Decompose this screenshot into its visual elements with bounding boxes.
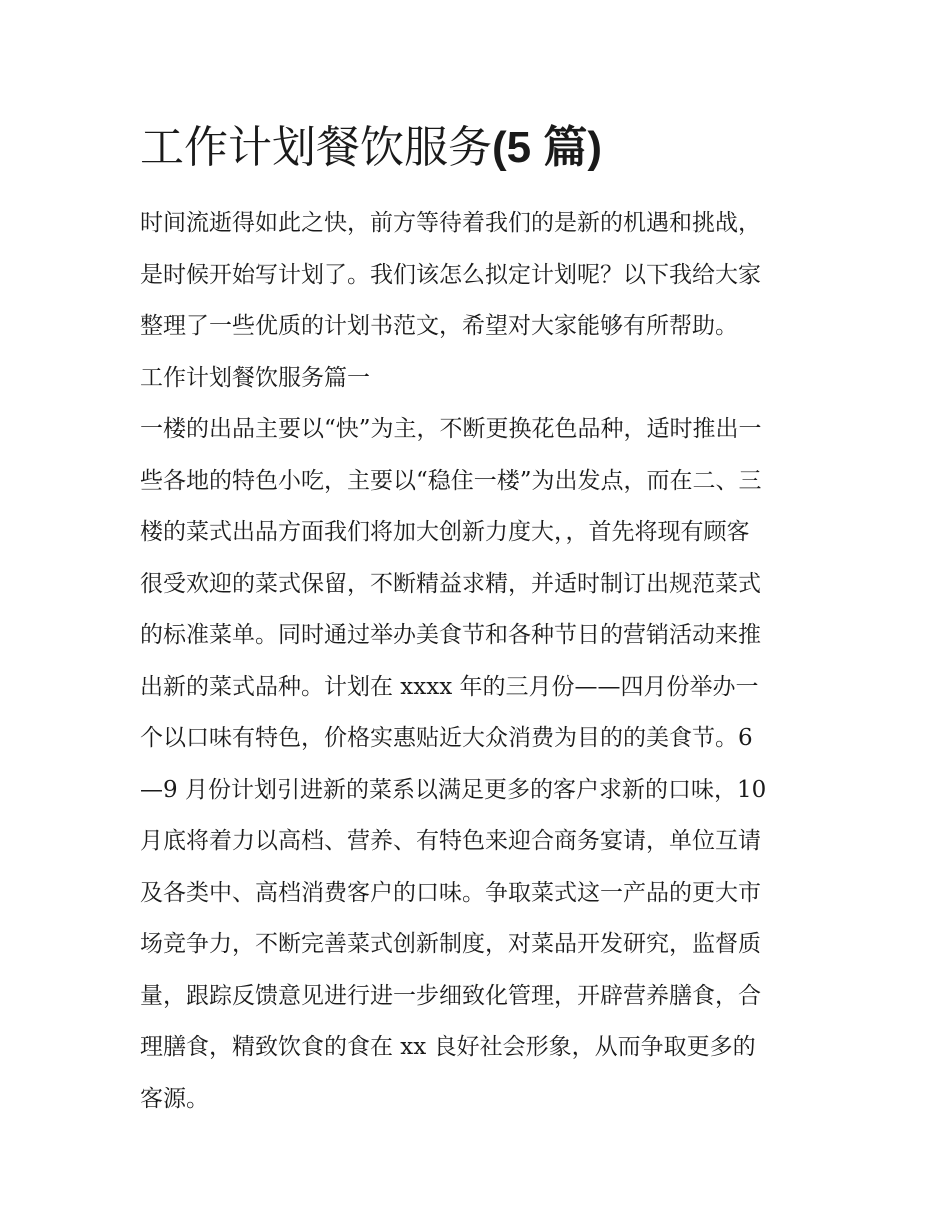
body-line: 及各类中、高档消费客户的口味。争取菜式这一产品的更大市 xyxy=(140,879,761,906)
body-line: 理膳食，精致饮食的食在 xx 良好社会形象，从而争取更多的 xyxy=(140,1034,756,1060)
body-line: 出新的菜式品种。计划在 xxxx 年的三月份——四月份举办一 xyxy=(140,673,759,700)
body-line: 的标准菜单。同时通过举办美食节和各种节日的营销活动来推 xyxy=(140,622,761,648)
body-line: 客源。 xyxy=(140,1085,209,1112)
body-line: 月底将着力以高档、营养、有特色来迎合商务宴请，单位互请 xyxy=(140,828,761,854)
body-line: 楼的菜式出品方面我们将加大创新力度大，，首先将现有顾客 xyxy=(140,519,750,545)
body-line: 整理了一些优质的计划书范文，希望对大家能够有所帮助。 xyxy=(140,313,738,339)
document-body xyxy=(140,198,820,1125)
body-line: 个以口味有特色，价格实惠贴近大众消费为目的的美食节。6 xyxy=(140,725,753,751)
body-line: —9 月份计划引进新的菜系以满足更多的客户求新的口味，10 xyxy=(140,776,767,803)
document-title xyxy=(140,118,840,178)
section-heading: 工作计划餐饮服务篇一 xyxy=(140,364,370,391)
body-line: 量，跟踪反馈意见进行进一步细致化管理，开辟营养膳食，合 xyxy=(140,982,761,1009)
body-line: 时间流逝得如此之快，前方等待着我们的是新的机遇和挑战， xyxy=(140,210,761,236)
title-text: 工作计划餐饮服务 xyxy=(140,122,492,173)
body-line: 场竞争力，不断完善菜式创新制度，对菜品开发研究，监督质 xyxy=(140,931,761,957)
body-line: 是时候开始写计划了。我们该怎么拟定计划呢？以下我给大家 xyxy=(140,261,761,288)
body-line: 一楼的出品主要以“快”为主，不断更换花色品种，适时推出一 xyxy=(140,416,762,442)
body-line: 很受欢迎的菜式保留，不断精益求精，并适时制订出规范菜式 xyxy=(140,570,761,597)
title-count: (5 篇) xyxy=(492,123,602,172)
body-line: 些各地的特色小吃，主要以“稳住一楼”为出发点，而在二、三 xyxy=(140,467,762,494)
